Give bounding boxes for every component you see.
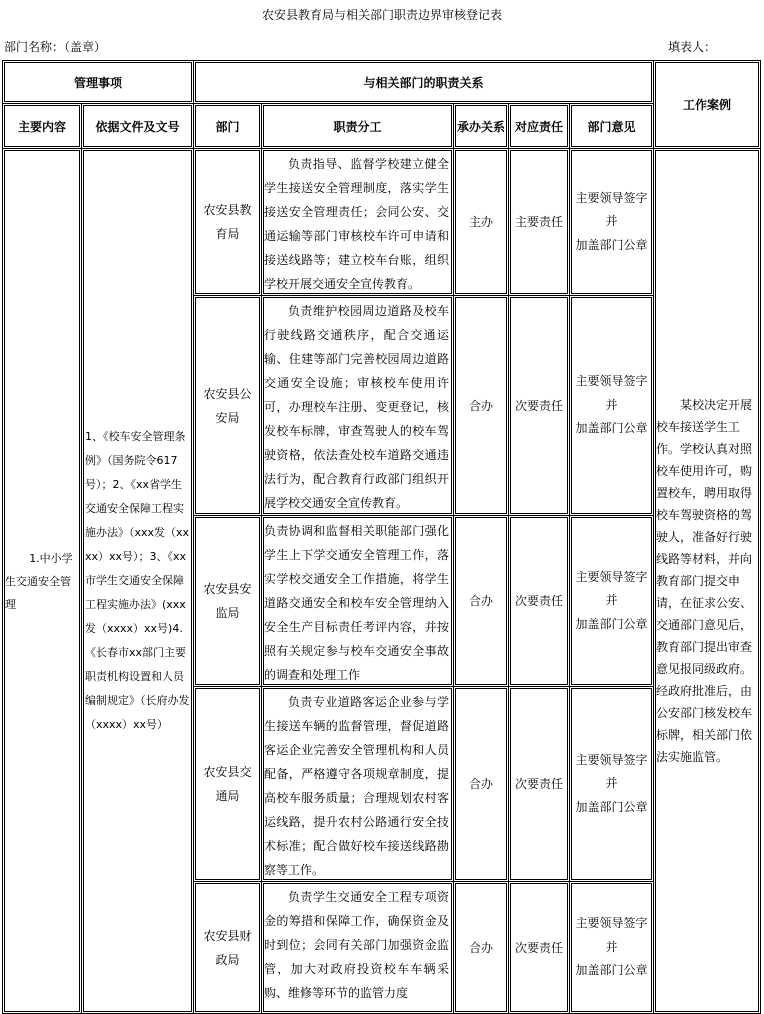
header-basis: 依据文件及文号 — [83, 105, 192, 147]
opinion-line: 加盖部门公章 — [575, 963, 648, 978]
dept-name: 农安县安监局 — [203, 582, 252, 620]
header-management: 管理事项 — [4, 62, 192, 102]
opinion-line: 主要领导签字 — [575, 374, 648, 389]
opinion-line: 并 — [605, 776, 618, 791]
main-content-text: 1.中小学生交通安全管理 — [5, 551, 73, 611]
duty-cell: 负责协调和监督相关职能部门强化学生上下学交通安全管理工作，落实学校交通安全工作措施，将学生道路交通安全和校车安全管理纳入安全生产目标责任考评内容，并按照有关规定参与校车交通安全事故的调查和处理工作 — [263, 517, 452, 685]
duty-cell: 负责指导、监督学校建立健全学生接送安全管理制度，落实学生接送安全管理责任；会同公安、交通运输等部门审核校车许可申请和接送线路等；建立校车台账，组织学校开展交通安全宣传教育。 — [263, 150, 452, 294]
undertake-cell: 合办 — [455, 883, 507, 1012]
filler-label: 填表人： — [668, 40, 717, 54]
work-case-text: 某校决定开展校车接送学生工作。学校认真对照校车使用许可，购置校车，聘用取得校车驾驶资格的驾驶人，准备好行驶线路等材料，并向教育部门提交申请，在征求公安、交通部门意见后，教育部门提出审查意见报同级政府。经政府批准后，由公安部门核发校车标牌，相关部门依法实施监管。 — [656, 398, 753, 764]
opinion-cell — [571, 297, 652, 514]
basis-docs-cell — [83, 150, 192, 1012]
opinion-line: 主要领导签字 — [575, 752, 648, 767]
responsibility-cell: 次要责任 — [510, 688, 568, 880]
duty-cell: 负责专业道路客运企业参与学生接送车辆的监督管理，督促道路客运企业完善安全管理机构和人员配备，严格遵守各项规章制度，提高校车服务质量；合理规划农村客运线路，提升农村公路通行安全技术标准；配合做好校车接送线路勘察等工作。 — [263, 688, 452, 880]
opinion-cell — [571, 883, 652, 1012]
opinion-line: 加盖部门公章 — [575, 799, 648, 814]
page-title: 农安县教育局与相关部门职责边界审核登记表 — [261, 8, 502, 22]
opinion-line: 并 — [605, 939, 618, 954]
opinion-line: 加盖部门公章 — [575, 237, 648, 252]
dept-cell — [195, 688, 260, 880]
dept-name-label: 部门名称：（盖章） — [4, 40, 107, 54]
opinion-cell — [571, 688, 652, 880]
opinion-line: 并 — [605, 397, 618, 412]
dept-cell — [195, 297, 260, 514]
header-relation: 与相关部门的职责关系 — [195, 62, 652, 102]
opinion-cell — [571, 150, 652, 294]
duty-cell: 负责学生交通安全工程专项资金的筹措和保障工作，确保资金及时到位；会同有关部门加强资金监管，加大对政府投资校车车辆采购、维修等环节的监管力度 — [263, 883, 452, 1012]
opinion-line: 主要领导签字 — [575, 916, 648, 931]
dept-name: 农安县公安局 — [203, 386, 252, 425]
basis-docs-text: 1、《校车安全管理条例》（国务院令617号）；2、《xx省学生交通安全保障工程实施办法》（xxx发（xxxx）xx号）；3、《xx市学生交通安全保障工程实施办法》(xxx发（xxxx）xx号)4.《长春市xx部门主要职责机构设置和人员编制规定》（长府办发（xxxx）xx号） — [85, 430, 190, 731]
header-main-content: 主要内容 — [4, 105, 80, 147]
dept-name: 农安县财政局 — [203, 928, 252, 967]
work-case-cell — [655, 150, 759, 1012]
opinion-line: 并 — [605, 593, 618, 608]
header-responsibility: 对应责任 — [510, 105, 568, 147]
header-opinion: 部门意见 — [571, 105, 652, 147]
undertake-cell: 合办 — [455, 297, 507, 514]
responsibility-cell: 次要责任 — [510, 883, 568, 1012]
dept-cell — [195, 883, 260, 1012]
opinion-line: 加盖部门公章 — [575, 421, 648, 436]
dept-cell — [195, 517, 260, 685]
opinion-cell — [571, 517, 652, 685]
header-dept: 部门 — [195, 105, 260, 147]
main-content-cell — [4, 150, 80, 1012]
opinion-line: 主要领导签字 — [575, 569, 648, 584]
opinion-line: 主要领导签字 — [575, 190, 648, 205]
undertake-cell: 合办 — [455, 688, 507, 880]
dept-name: 农安县交通局 — [203, 765, 252, 803]
header-case: 工作案例 — [655, 62, 759, 147]
undertake-cell: 主办 — [455, 150, 507, 294]
responsibility-cell: 主要责任 — [510, 150, 568, 294]
responsibility-cell: 次要责任 — [510, 297, 568, 514]
dept-cell — [195, 150, 260, 294]
duty-cell: 负责维护校园周边道路及校车行驶线路交通秩序，配合交通运输、住建等部门完善校园周边道路交通安全设施；审核校车使用许可，办理校车注册、变更登记，核发校车标牌，审查驾驶人的校车驾驶资格，依法查处校车道路交通违法行为，配合教育行政部门组织开展学校交通安全宣传教育。 — [263, 297, 452, 514]
opinion-line: 并 — [605, 214, 618, 229]
responsibility-cell: 次要责任 — [510, 517, 568, 685]
header-undertake: 承办关系 — [455, 105, 507, 147]
undertake-cell: 合办 — [455, 517, 507, 685]
header-duty: 职责分工 — [263, 105, 452, 147]
opinion-line: 加盖部门公章 — [575, 616, 648, 631]
dept-name: 农安县教育局 — [203, 203, 252, 241]
